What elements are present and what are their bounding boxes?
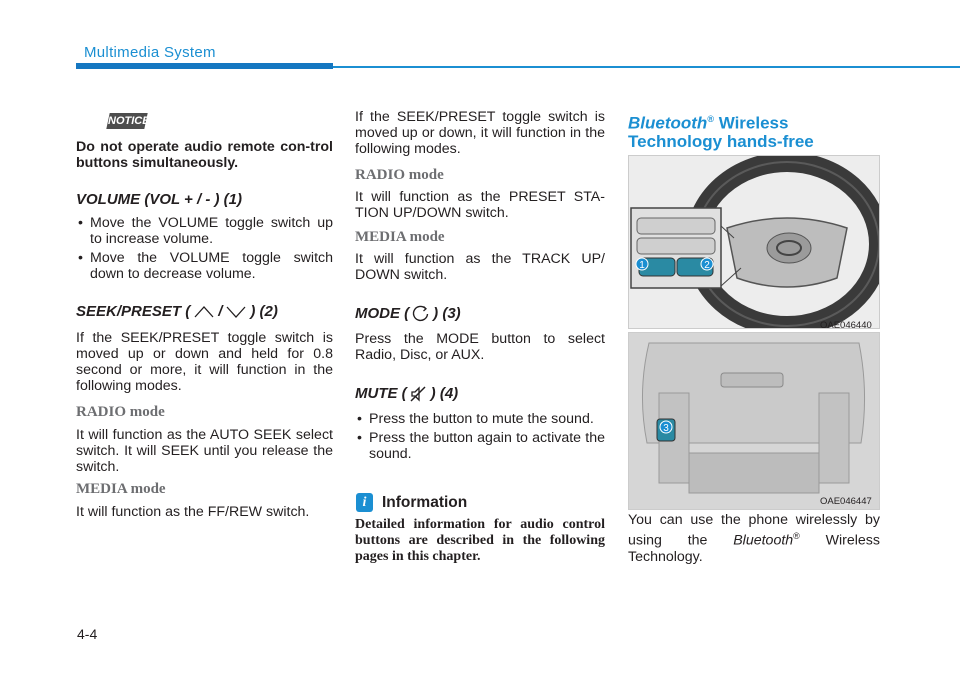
overhead-console-illustration bbox=[629, 333, 879, 509]
seek-radio-heading: RADIO mode bbox=[76, 404, 165, 420]
information-icon: i bbox=[356, 493, 373, 512]
callout-3: 3 bbox=[663, 423, 669, 434]
figure1-code: OAE046440 bbox=[820, 320, 872, 331]
page-number: 4-4 bbox=[77, 626, 98, 642]
callout-1: 1 bbox=[639, 260, 645, 271]
mute-bullet-activate: • Press the button again to activate the sound. bbox=[355, 430, 605, 462]
volume-bullet-down: • Move the VOLUME toggle switch down to decrease volume. bbox=[76, 250, 333, 282]
callout-2: 2 bbox=[704, 260, 710, 271]
mode-heading: MODE ( ) (3) bbox=[355, 305, 461, 322]
header-rule-thin bbox=[333, 66, 960, 68]
bluetooth-heading: Bluetooth® Wireless Technology hands-free bbox=[628, 113, 814, 151]
notice-text: Do not operate audio remote con-trol buttons simultaneously. bbox=[76, 139, 333, 171]
mute-heading: MUTE ( ) (4) bbox=[355, 385, 459, 402]
information-text: Detailed information for audio control buttons are described in the following pages in this chapter. bbox=[355, 517, 605, 564]
seek2-media-text: It will function as the TRACK UP/ DOWN switch. bbox=[355, 251, 605, 283]
section-title: Multimedia System bbox=[84, 44, 216, 61]
column-2 bbox=[355, 109, 605, 462]
notice-badge: NOTICE bbox=[108, 115, 150, 127]
steering-wheel-illustration bbox=[629, 156, 879, 328]
seek-radio-text: It will function as the AUTO SEEK select switch. It will SEEK until you release the switch. bbox=[76, 427, 333, 475]
seek2-radio-heading: RADIO mode bbox=[355, 167, 444, 183]
mute-speaker-icon bbox=[409, 385, 429, 403]
column-1 bbox=[76, 139, 333, 520]
seek2-body: If the SEEK/PRESET toggle switch is moved up or down, it will function in the following modes. bbox=[355, 109, 605, 157]
header-rule-thick bbox=[76, 63, 333, 69]
seek2-radio-text: It will function as the PRESET STA-TION UP/DOWN switch. bbox=[355, 189, 605, 221]
bluetooth-body: You can use the phone wirelessly by using the Bluetooth® Wireless Technology. bbox=[628, 512, 880, 565]
steering-wheel-figure bbox=[628, 155, 880, 329]
seek-media-text: It will function as the FF/REW switch. bbox=[76, 504, 310, 520]
mute-list bbox=[355, 411, 605, 462]
figure2-code: OAE046447 bbox=[820, 496, 872, 507]
chevron-up-icon bbox=[192, 305, 216, 319]
seek-body: If the SEEK/PRESET toggle switch is moved up or down and held for 0.8 second or more, it will function in the following modes. bbox=[76, 330, 333, 394]
seek-heading: SEEK/PRESET ( / ) (2) bbox=[76, 303, 278, 320]
mute-bullet-mute: • Press the button to mute the sound. bbox=[355, 411, 605, 427]
volume-list bbox=[76, 215, 333, 282]
volume-heading: VOLUME (VOL + / - ) (1) bbox=[76, 191, 242, 208]
chevron-down-icon bbox=[224, 305, 248, 319]
overhead-console-figure bbox=[628, 332, 880, 510]
mode-text: Press the MODE button to select Radio, Disc, or AUX. bbox=[355, 331, 605, 363]
seek2-media-heading: MEDIA mode bbox=[355, 229, 445, 245]
mode-cycle-icon bbox=[411, 305, 431, 323]
seek-media-heading: MEDIA mode bbox=[76, 481, 166, 497]
information-title: Information bbox=[382, 494, 468, 511]
volume-bullet-up: • Move the VOLUME toggle switch up to increase volume. bbox=[76, 215, 333, 247]
